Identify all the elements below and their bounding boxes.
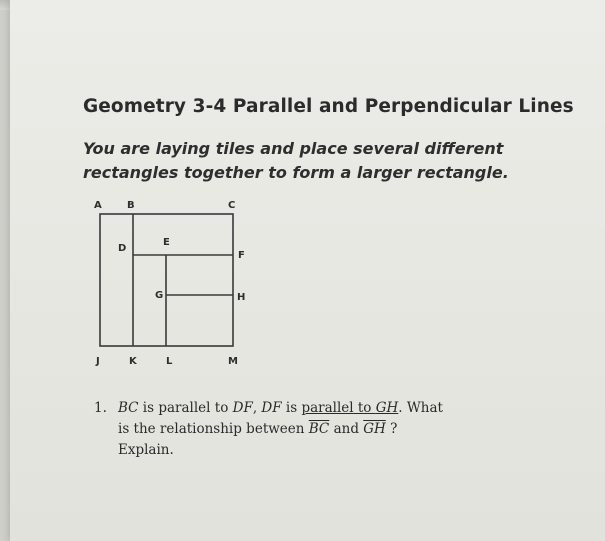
- page-title: Geometry 3-4 Parallel and Perpendicular Lines: [83, 96, 574, 117]
- segment-df-name: DF: [261, 400, 282, 416]
- label-k: K: [129, 356, 137, 367]
- label-b: B: [127, 200, 135, 211]
- question-1: [94, 398, 538, 461]
- question-number: 1.: [94, 400, 107, 416]
- question-text: and: [329, 421, 364, 437]
- question-text: to: [353, 400, 376, 416]
- question-text: . What: [398, 400, 443, 416]
- label-m: M: [228, 356, 238, 367]
- segment-bc-name: BC: [118, 400, 139, 416]
- label-l: L: [166, 356, 173, 367]
- segment-df-name: DF: [232, 400, 253, 416]
- segment-bc-overline: $\overline{BC}$: [308, 421, 330, 437]
- question-line-3: Explain.: [118, 442, 174, 458]
- label-g: G: [155, 290, 164, 301]
- label-f: F: [238, 250, 245, 261]
- underlined-parallel: parallel: [301, 400, 354, 416]
- segment-gh-overline: $\overline{GH}$: [363, 421, 386, 437]
- segment-gh-name: GH: [375, 400, 399, 416]
- label-c: C: [228, 200, 236, 211]
- question-line-2: [118, 419, 538, 440]
- question-text: ?: [385, 421, 398, 437]
- label-j: J: [96, 356, 100, 367]
- intro-line-1: You are laying tiles and place several different: [83, 139, 504, 158]
- question-line-1: [118, 398, 538, 419]
- label-d: D: [118, 243, 127, 254]
- label-h: H: [237, 292, 246, 303]
- question-text: is: [281, 400, 302, 416]
- label-e: E: [163, 237, 170, 248]
- question-text: ,: [252, 400, 262, 416]
- question-text: is parallel to: [138, 400, 233, 416]
- intro-line-2: rectangles together to form a larger rectangle.: [83, 163, 509, 182]
- question-text: is the relationship between: [118, 421, 309, 437]
- label-a: A: [94, 200, 102, 211]
